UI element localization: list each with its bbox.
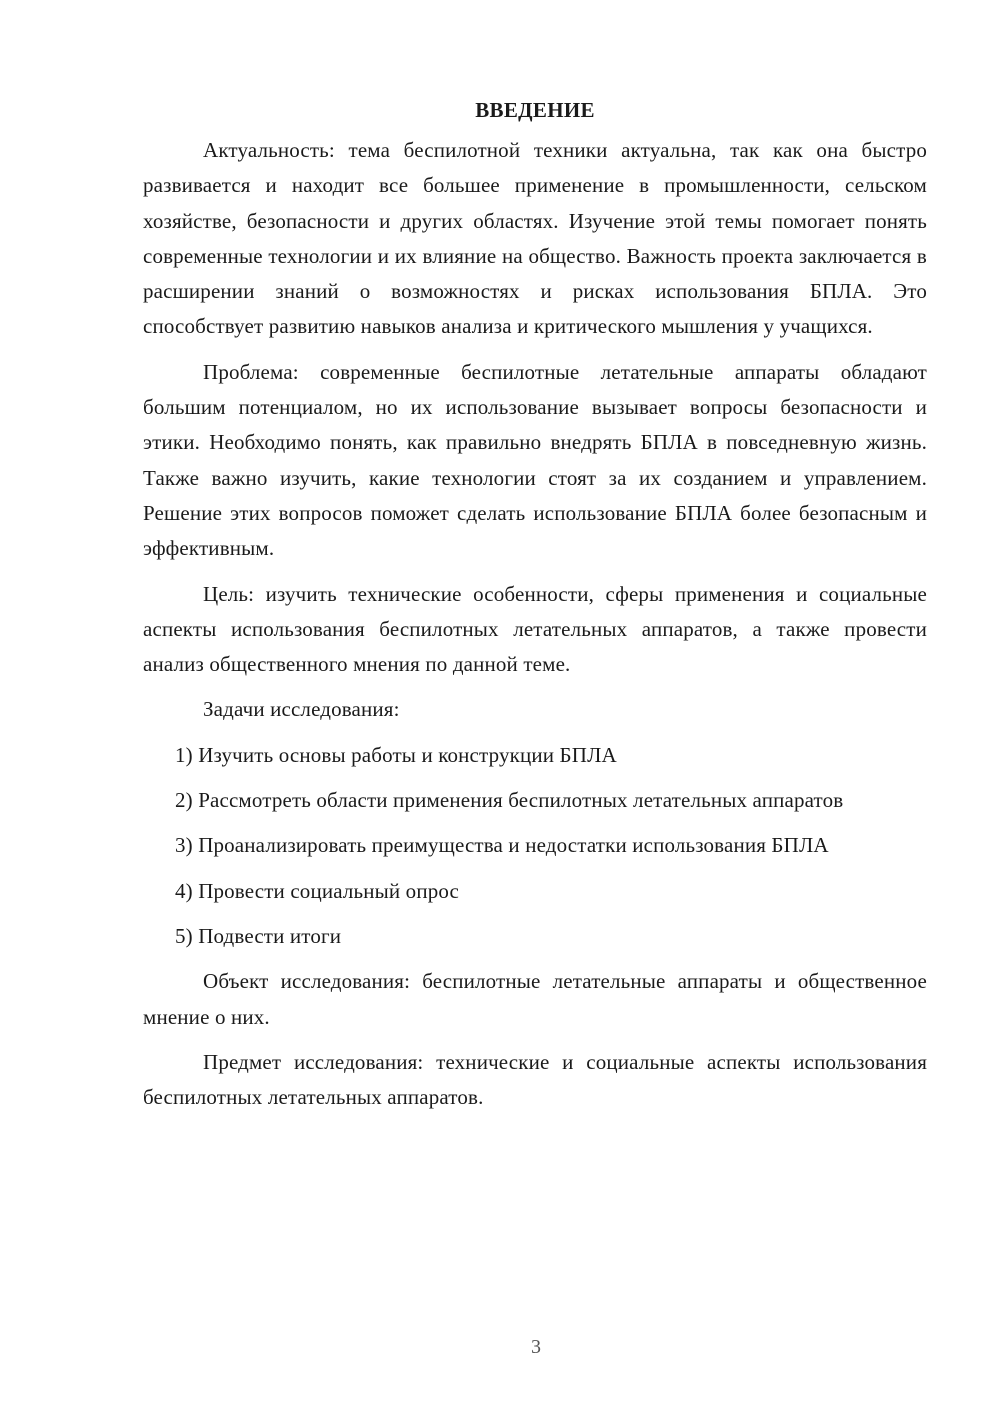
paragraph-object: Объект исследования: беспилотные летательные аппараты и общественное мнение о них. [143,969,927,1029]
task-item-4: 4) Провести социальный опрос [175,878,460,903]
task-item-3: 3) Проанализировать преимущества и недостатки использования БПЛА [175,833,829,858]
task-item-1: 1) Изучить основы работы и конструкции БПЛА [175,742,617,767]
paragraph-relevance: Актуальность: тема беспилотной техники актуальна, так как она быстро развивается и находит все большее применение в промышленности, сельском хозяйстве, безопасности и других областях. Изучение этой темы помогает понять современные технологии и их влияние на общество. Важность проекта заключается в расширении знаний о возможностях и рисках использования БПЛА. Это способствует развитию навыков анализа и критического мышления у учащихся. [143,138,927,339]
paragraph-goal: Цель: изучить технические особенности, сферы применения и социальные аспекты использования беспилотных летательных аппаратов, а также провести анализ общественного мнения по данной теме. [143,581,927,677]
paragraph-problem: Проблема: современные беспилотные летательные аппараты обладают большим потенциалом, но их использование вызывает вопросы безопасности и этики. Необходимо понять, как правильно внедрять БПЛА в повседневную жизнь. Также важно изучить, какие технологии стоят за их созданием и управлением. Решение этих вопросов поможет сделать использование БПЛА более безопасным и эффективным. [143,359,927,561]
page-content [143,93,927,1125]
page-number: 3 [531,1336,541,1358]
task-item-2: 2) Рассмотреть области применения беспилотных летательных аппаратов [175,788,844,813]
page-title: ВВЕДЕНИЕ [475,98,595,122]
paragraph-subject: Предмет исследования: технические и социальные аспекты использования беспилотных летательных аппаратов. [143,1049,927,1110]
tasks-heading: Задачи исследования: [203,697,400,722]
task-item-5: 5) Подвести итоги [175,923,342,948]
